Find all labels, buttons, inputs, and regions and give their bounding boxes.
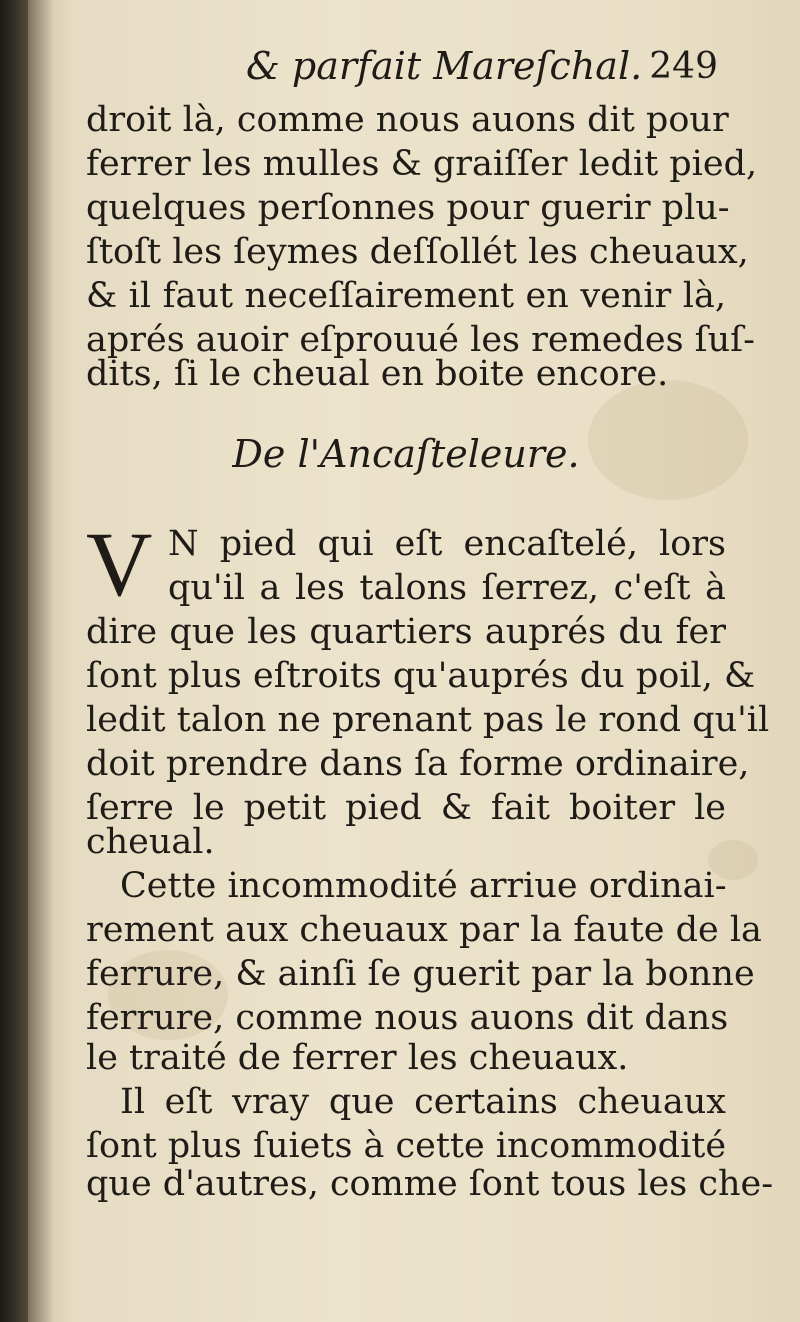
text-line: rement aux cheuaux par la faute de la — [86, 910, 762, 950]
text-line: que d'autres, comme ſont tous les che- — [86, 1164, 774, 1204]
text-line: & il faut neceſſairement en venir là, — [86, 276, 726, 316]
text-line: ferrure, comme nous auons dit dans — [86, 998, 729, 1038]
page-header — [86, 44, 726, 104]
text-line: ferrer les mulles & graiſſer ledit pied, — [86, 144, 758, 184]
drop-cap: V — [86, 513, 153, 615]
text-line: le traité de ferrer les cheuaux. — [86, 1038, 629, 1078]
text-line: N pied qui eſt encaſtelé, lors — [168, 524, 726, 564]
text-line: ſont plus ſuiets à cette incommodité — [86, 1126, 727, 1166]
text-line: Il eſt vray que certains cheuaux — [120, 1082, 726, 1122]
text-line: dits, ſi le cheual en boite encore. — [86, 354, 669, 394]
text-line: ſtoſt les ſeymes deſſollét les cheuaux, — [86, 232, 749, 272]
text-line: quelques perſonnes pour guerir plu- — [86, 188, 730, 228]
text-line: aprés auoir eſprouué les remedes ſuſ- — [86, 320, 755, 360]
text-line: ledit talon ne prenant pas le rond qu'il — [86, 700, 770, 740]
text-line: doit prendre dans ſa forme ordinaire, — [86, 744, 750, 784]
text-line: ſerre le petit pied & fait boiter le — [86, 788, 726, 828]
text-line: Cette incommodité arriue ordinai- — [120, 866, 727, 906]
text-line: ferrure, & ainſi ſe guerit par la bonne — [86, 954, 755, 994]
text-line: qu'il a les talons ſerrez, c'eſt à — [168, 568, 726, 608]
text-line: cheual. — [86, 822, 215, 862]
section-heading: De l'Ancaſteleure. — [232, 432, 580, 476]
text-line: dire que les quartiers auprés du fer — [86, 612, 726, 652]
page-number: 249 — [649, 46, 718, 87]
running-title: & parfait Mareſchal. — [246, 44, 643, 88]
text-line: droit là, comme nous auons dit pour — [86, 100, 729, 140]
text-line: ſont plus eſtroits qu'auprés du poil, & — [86, 656, 756, 696]
book-page — [28, 0, 800, 1322]
book-spine — [0, 0, 28, 1322]
